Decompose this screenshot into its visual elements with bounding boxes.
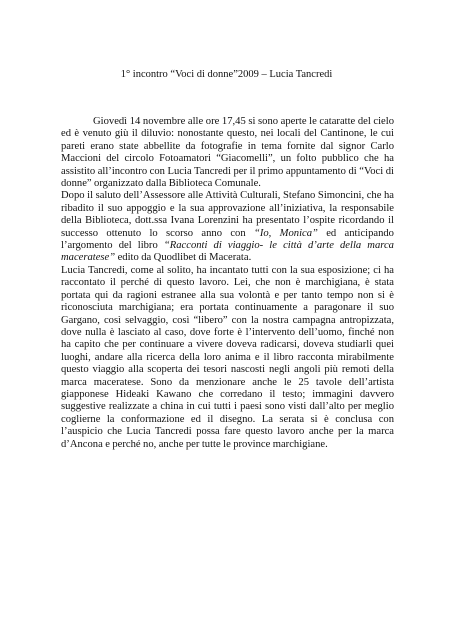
- paragraph-2: [61, 190, 394, 264]
- paragraph-3: [61, 265, 394, 451]
- paragraph-3-text: Lucia Tancredi, come al solito, ha incantato tutti con la sua esposizione; ci ha raccontato il perché di questo lavoro. Lei, che non è marchigiana, è stata portata qui da ragioni estranee alla sua volontà e per tanto tempo non si è riconosciuta marchigiana; era portata continuamente a paragonare il suo Gargano, così selvaggio, così “libero” con la nostra campagna antropizzata, dove nulla è lasciato al caso, dove forte è l’intervento dell’uomo, finché non ha capito che per continuare a vivere doveva radicarsi, doveva studiarli quei luoghi, andare alla ricerca della loro anima e il libro racconta mirabilmente questo viaggio alla scoperta dei tesori nascosti negli angoli più remoti della marca maceratese. Sono da menzionare anche le 25 tavole dell’artista giapponese Hideaki Kawano che corredano il testo; immagini davvero suggestive realizzate a china in cui tutti i paesi sono visti dall’alto per meglio coglierne la conformazione ed il disegno. La serata si è conclusa con l’auspicio che Lucia Tancredi possa fare questo lavoro anche per la marca d’Ancona e perché no, anche per tutte le province marchigiane.: [61, 264, 394, 450]
- book-title-racconti-di-viaggio: “Racconti di viaggio- le città d’arte della marca maceratese”: [61, 240, 394, 264]
- document-title: 1° incontro “Voci di donne”2009 – Lucia Tancredi: [120, 69, 333, 80]
- paragraph-2-text-end: edito da Quodlibet di Macerata.: [115, 252, 252, 264]
- paragraph-2-text-middle: ed anticipando l’argomento del libro: [61, 227, 394, 252]
- book-title-io-monica: “Io, Monica”: [253, 227, 318, 239]
- paragraph-1-text: Giovedì 14 novembre alle ore 17,45 si sono aperte le cataratte del cielo ed è venuto giù il diluvio: nonostante questo, nei locali del Cantinone, le cui pareti erano state abbellite da fotografie in tema fornite dal signor Carlo Maccioni del circolo Fotoamatori “Giacomelli”, un folto pubblico che ha assistito all’incontro con Lucia Tancredi per il primo appuntamento di “Voci di donne” organizzato dalla Biblioteca Comunale.: [61, 116, 394, 190]
- paragraph-2-text-start: Dopo il saluto dell’Assessore alle Attività Culturali, Stefano Simoncini, che ha ribadito il suo appoggio e la sua approvazione all’iniziativa, la responsabile della Biblioteca, dott.ssa Ivana Lorenzini ha presentato l’ospite ricordando il successo ottenuto lo scorso anno con: [61, 190, 394, 239]
- article-body: [61, 116, 394, 451]
- paragraph-1: [61, 116, 394, 190]
